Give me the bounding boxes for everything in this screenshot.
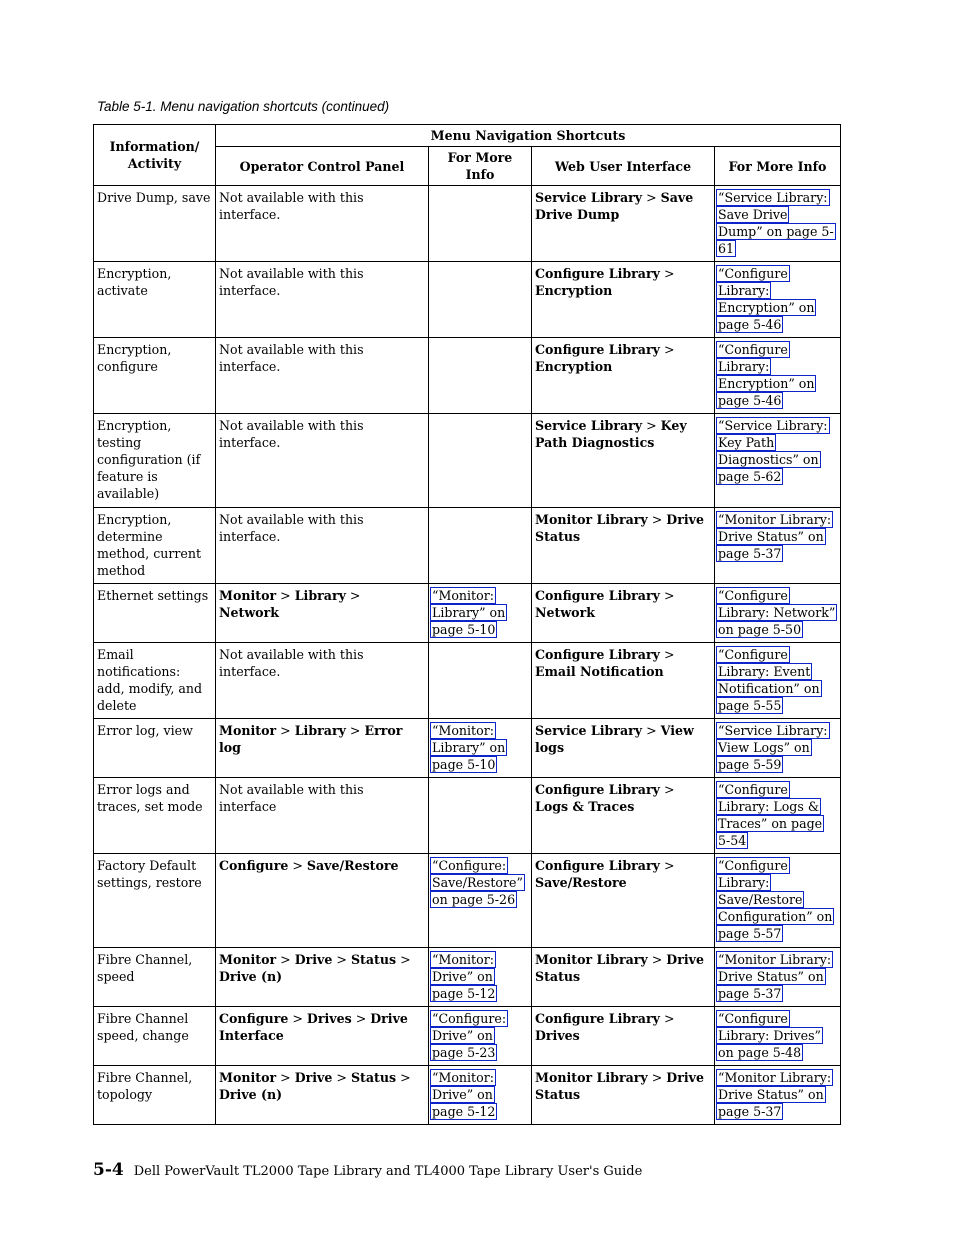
menu-item: Monitor [219,952,277,967]
web-more-info-cell [715,778,841,854]
web-path-cell [532,719,715,778]
ocp-reference-link[interactable]: “Configure: Save/Restore” on page 5-26 [432,858,523,907]
menu-item: Error log [219,723,403,755]
path-text: > [647,952,667,967]
ocp-more-info-cell [429,854,532,948]
path-text: > [659,266,675,281]
path-text: > [659,647,675,662]
menu-item: Configure Library [535,1011,660,1026]
web-reference-link[interactable]: “Configure Library: Encryption” on page 5-46 [718,266,815,332]
web-reference-link[interactable]: “Monitor Library: Drive Status” on page 5-37 [718,952,832,1001]
ocp-more-info-cell [429,1066,532,1125]
menu-item: Status [350,952,397,967]
activity-cell [94,584,216,643]
web-reference-link[interactable]: “Service Library: Key Path Diagnostics” on page 5-62 [718,418,828,484]
table-row [94,414,841,508]
table-caption: Table 5-1. Menu navigation shortcuts (continued) [97,99,390,114]
web-path-cell [532,338,715,414]
activity-cell [94,414,216,508]
menu-item: Monitor Library [535,1070,648,1085]
menu-item: Network [535,605,595,620]
web-path-cell [532,508,715,584]
menu-item: Encryption [535,283,613,298]
activity-cell [94,854,216,948]
activity-text: Encryption, testing configuration (if feature is available) [97,418,201,501]
path-text: > [642,723,661,738]
web-path-cell [532,584,715,643]
web-path-cell [532,1066,715,1125]
menu-item: Library [294,588,346,603]
web-path-cell [532,262,715,338]
table-row [94,778,841,854]
web-more-info-cell [715,584,841,643]
activity-text: Drive Dump, save [97,190,211,205]
activity-text: Encryption, configure [97,342,172,374]
web-reference-link[interactable]: “Configure Library: Network” on page 5-50 [718,588,836,637]
menu-item: Service Library [535,418,643,433]
web-path-cell [532,186,715,262]
table-row [94,186,841,262]
web-reference-link[interactable]: “Configure Library: Logs & Traces” on page 5-54 [718,782,823,848]
ocp-path-cell [216,186,429,262]
activity-text: Fibre Channel, speed [97,952,193,984]
menu-item: Monitor [219,588,277,603]
table-row [94,508,841,584]
path-text: > [332,952,351,967]
web-more-info-cell [715,719,841,778]
path-text: Not available with this interface. [219,342,364,374]
web-more-info-cell [715,1007,841,1066]
path-text: > [647,1070,667,1085]
path-text: > [345,723,365,738]
path-text: > [659,1011,675,1026]
menu-item: Save Drive Dump [535,190,694,222]
menu-item: Save/Restore [306,858,399,873]
ocp-path-cell [216,338,429,414]
ocp-more-info-cell [429,262,532,338]
path-text: > [276,588,295,603]
table-row [94,1007,841,1066]
path-text: > [659,342,675,357]
menu-item: Save/Restore [535,875,627,890]
ocp-more-info-cell [429,508,532,584]
web-more-info-cell [715,414,841,508]
document-title: Dell PowerVault TL2000 Tape Library and TL4000 Tape Library User's Guide [133,1164,643,1179]
activity-cell [94,262,216,338]
ocp-reference-link[interactable]: “Monitor: Library” on page 5-10 [432,723,506,772]
path-text: > [396,952,411,967]
menu-item: Monitor Library [535,512,648,527]
menu-item: Drive Interface [219,1011,408,1043]
path-text: > [642,190,661,205]
menu-item: Configure Library [535,342,660,357]
ocp-more-info-cell [429,719,532,778]
web-more-info-cell [715,948,841,1007]
ocp-more-info-cell [429,778,532,854]
menu-item: Status [350,1070,397,1085]
menu-item: Encryption [535,359,613,374]
web-reference-link[interactable]: “Configure Library: Encryption” on page 5-46 [718,342,815,408]
ocp-path-cell [216,584,429,643]
web-more-info-cell [715,186,841,262]
table-row [94,948,841,1007]
web-more-info-cell [715,854,841,948]
menu-item: Drive [294,1070,333,1085]
web-reference-link[interactable]: “Configure Library: Drives” on page 5-48 [718,1011,821,1060]
table-row [94,854,841,948]
path-text: > [351,1011,371,1026]
ocp-path-cell [216,414,429,508]
activity-cell [94,948,216,1007]
ocp-more-info-cell [429,414,532,508]
menu-item: Email Notification [535,664,664,679]
path-text: > [276,1070,295,1085]
path-text: > [659,588,675,603]
menu-item: Drive Status [535,952,704,984]
ocp-path-cell [216,719,429,778]
path-text: > [276,723,295,738]
menu-item: Key Path Diagnostics [535,418,687,450]
menu-item: Configure [219,858,289,873]
web-reference-link[interactable]: “Monitor Library: Drive Status” on page 5-37 [718,1070,832,1119]
ocp-path-cell [216,854,429,948]
menu-item: Drives [306,1011,352,1026]
menu-item: View logs [535,723,694,755]
web-path-cell [532,643,715,719]
activity-text: Fibre Channel speed, change [97,1011,189,1043]
table-row [94,1066,841,1125]
web-more-info-cell [715,338,841,414]
activity-cell [94,508,216,584]
path-text: > [659,782,675,797]
web-path-cell [532,778,715,854]
table-row [94,643,841,719]
page-number: 5-4 [93,1160,124,1180]
menu-item: Configure Library [535,858,660,873]
web-more-info-cell [715,643,841,719]
menu-navigation-table [93,124,841,1125]
path-text: Not available with this interface [219,782,364,814]
ocp-path-cell [216,778,429,854]
web-reference-link[interactable]: “Configure Library: Save/Restore Configuration” on page 5-57 [718,858,833,941]
ocp-reference-link[interactable]: “Monitor: Library” on page 5-10 [432,588,506,637]
activity-text: Email notifications: add, modify, and delete [97,647,203,713]
menu-item: Configure Library [535,647,660,662]
path-text: > [659,858,675,873]
page-footer [93,1160,642,1180]
ocp-path-cell [216,643,429,719]
menu-item: Configure Library [535,588,660,603]
table-row [94,338,841,414]
web-reference-link[interactable]: “Configure Library: Event Notification” on page 5-55 [718,647,820,713]
menu-item: Monitor Library [535,952,648,967]
header-menu-navigation-shortcuts: Menu Navigation Shortcuts [216,125,841,147]
table-body [94,186,841,1125]
activity-cell [94,1066,216,1125]
activity-text: Encryption, activate [97,266,172,298]
ocp-path-cell [216,262,429,338]
header-operator-control-panel: Operator Control Panel [216,147,429,186]
table-row [94,262,841,338]
menu-item: Monitor [219,1070,277,1085]
menu-item: Configure [219,1011,289,1026]
activity-text: Factory Default settings, restore [97,858,202,890]
activity-text: Ethernet settings [97,588,209,603]
web-path-cell [532,414,715,508]
web-more-info-cell [715,262,841,338]
web-reference-link[interactable]: “Monitor Library: Drive Status” on page 5-37 [718,512,832,561]
web-reference-link[interactable]: “Service Library: Save Drive Dump” on page 5-61 [718,190,834,256]
ocp-path-cell [216,508,429,584]
menu-item: Drive (n) [219,969,283,984]
ocp-more-info-cell [429,584,532,643]
activity-cell [94,643,216,719]
menu-item: Logs & Traces [535,799,635,814]
table-row [94,719,841,778]
path-text: Not available with this interface. [219,266,364,298]
activity-cell [94,338,216,414]
menu-item: Configure Library [535,782,660,797]
ocp-reference-link[interactable]: “Configure: Drive” on page 5-23 [432,1011,507,1060]
header-activity: Information/ Activity [94,125,216,186]
menu-item: Drive (n) [219,1087,283,1102]
menu-item: Drives [535,1028,580,1043]
ocp-more-info-cell [429,186,532,262]
ocp-more-info-cell [429,643,532,719]
path-text: > [642,418,661,433]
web-more-info-cell [715,508,841,584]
menu-item: Configure Library [535,266,660,281]
path-text: > [276,952,295,967]
ocp-more-info-cell [429,1007,532,1066]
path-text: > [288,1011,307,1026]
ocp-path-cell [216,1007,429,1066]
path-text: > [288,858,307,873]
activity-cell [94,719,216,778]
menu-item: Service Library [535,190,643,205]
path-text: > [332,1070,351,1085]
table-row [94,584,841,643]
activity-text: Error log, view [97,723,193,738]
activity-text: Error logs and traces, set mode [97,782,203,814]
web-path-cell [532,854,715,948]
ocp-reference-link[interactable]: “Monitor: Drive” on page 5-12 [432,1070,496,1119]
menu-item: Drive Status [535,512,704,544]
activity-cell [94,186,216,262]
menu-item: Drive [294,952,333,967]
activity-cell [94,1007,216,1066]
ocp-path-cell [216,948,429,1007]
menu-item: Network [219,605,279,620]
ocp-more-info-cell [429,338,532,414]
header-ocp-more-info: For More Info [429,147,532,186]
header-web-user-interface: Web User Interface [532,147,715,186]
header-web-more-info: For More Info [715,147,841,186]
activity-cell [94,778,216,854]
web-more-info-cell [715,1066,841,1125]
activity-text: Encryption, determine method, current method [97,512,202,578]
menu-item: Service Library [535,723,643,738]
ocp-path-cell [216,1066,429,1125]
menu-item: Monitor [219,723,277,738]
path-text: Not available with this interface. [219,647,364,679]
web-path-cell [532,1007,715,1066]
activity-text: Fibre Channel, topology [97,1070,193,1102]
menu-item: Library [294,723,346,738]
path-text: > [396,1070,411,1085]
ocp-more-info-cell [429,948,532,1007]
ocp-reference-link[interactable]: “Monitor: Drive” on page 5-12 [432,952,496,1001]
path-text: > [647,512,667,527]
path-text: Not available with this interface. [219,418,364,450]
menu-item: Drive Status [535,1070,704,1102]
path-text: Not available with this interface. [219,512,364,544]
web-reference-link[interactable]: “Service Library: View Logs” on page 5-59 [718,723,828,772]
path-text: Not available with this interface. [219,190,364,222]
web-path-cell [532,948,715,1007]
path-text: > [345,588,361,603]
